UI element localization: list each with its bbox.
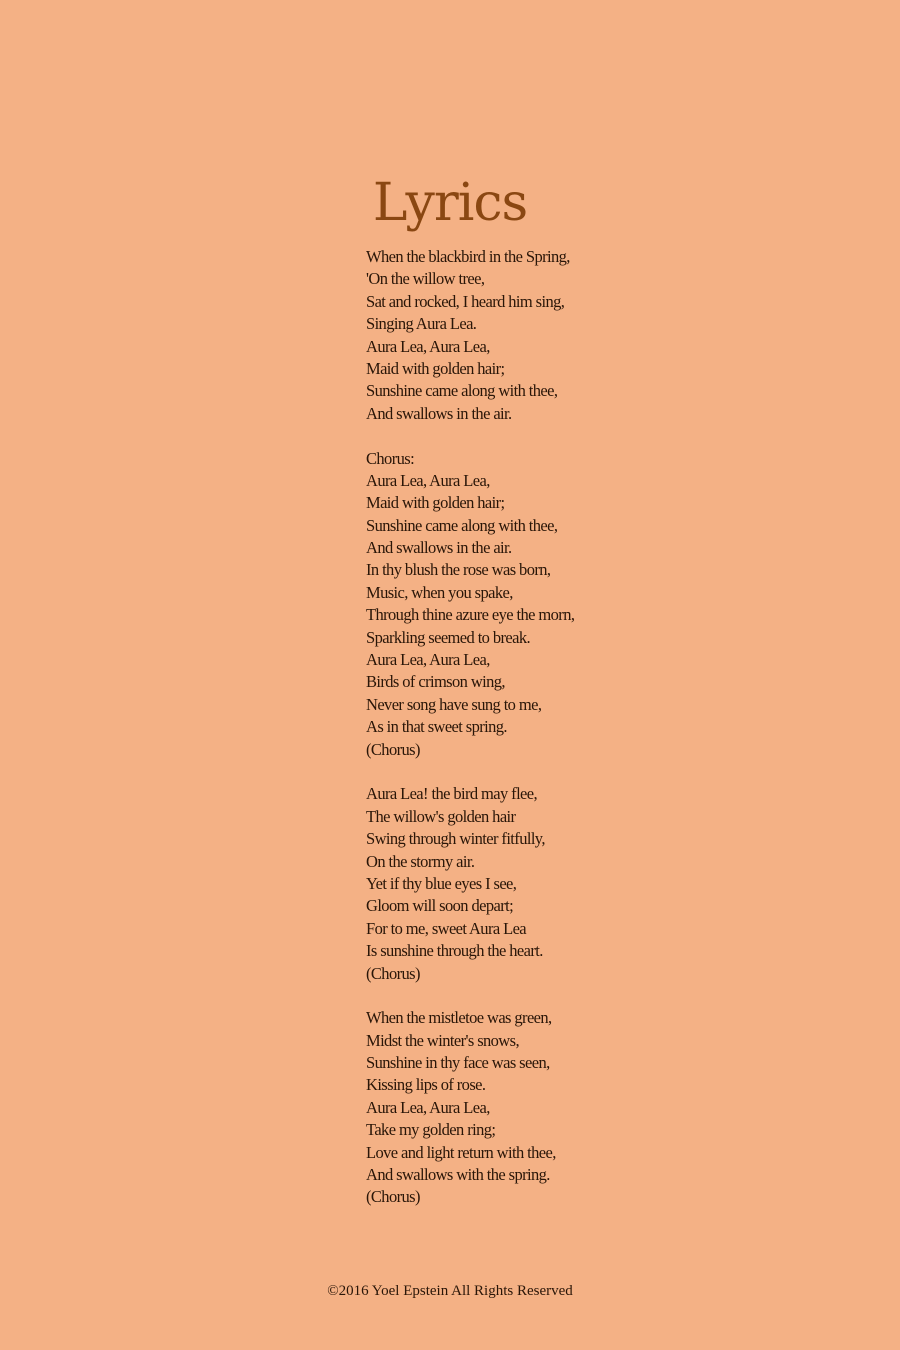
lyric-line: Birds of crimson wing, — [366, 672, 505, 692]
lyric-line: Maid with golden hair; — [366, 493, 505, 513]
lyric-line: Sparkling seemed to break. — [366, 627, 531, 647]
page-title: Lyrics — [372, 173, 528, 233]
lyric-line: Maid with golden hair; — [366, 358, 505, 378]
lyric-line: When the blackbird in the Spring, — [366, 247, 570, 266]
lyric-line: Music, when you spake, — [366, 582, 513, 602]
lyric-line: Sunshine came along with thee, — [366, 515, 558, 535]
lyric-line: Is sunshine through the heart. — [366, 941, 543, 961]
lyric-line: On the stormy air. — [366, 851, 475, 871]
lyric-line: And swallows in the air. — [366, 403, 512, 423]
lyric-line: And swallows with the spring. — [366, 1165, 550, 1185]
lyric-line: Aura Lea, Aura Lea, — [366, 470, 490, 490]
lyric-line: Swing through winter fitfully, — [366, 829, 545, 849]
stanza-break — [366, 761, 786, 783]
lyric-line: The willow's golden hair — [366, 806, 516, 826]
lyric-line: (Chorus) — [366, 963, 420, 983]
lyric-line: When the mistletoe was green, — [366, 1008, 552, 1028]
lyric-line: Chorus: — [366, 448, 415, 468]
lyric-line: Sunshine came along with thee, — [366, 381, 558, 401]
lyric-line: In thy blush the rose was born, — [366, 560, 551, 580]
lyric-line: For to me, sweet Aura Lea — [366, 918, 527, 938]
lyric-line: Never song have sung to me, — [366, 694, 542, 714]
lyric-line: As in that sweet spring. — [366, 717, 507, 737]
lyrics-body — [366, 246, 786, 1209]
lyric-line: Sunshine in thy face was seen, — [366, 1053, 550, 1073]
lyric-line: Through thine azure eye the morn, — [366, 605, 575, 625]
lyric-line: Sat and rocked, I heard him sing, — [366, 291, 565, 311]
lyric-line: Aura Lea, Aura Lea, — [366, 1097, 490, 1117]
lyric-line: 'On the willow tree, — [366, 269, 485, 289]
lyric-line: Midst the winter's snows, — [366, 1030, 519, 1050]
lyric-line: Aura Lea, Aura Lea, — [366, 650, 490, 670]
lyric-line: And swallows in the air. — [366, 538, 512, 558]
stanza-break — [366, 985, 786, 1007]
lyric-line: Singing Aura Lea. — [366, 314, 477, 334]
lyric-line: Aura Lea, Aura Lea, — [366, 336, 490, 356]
lyric-line: Aura Lea! the bird may flee, — [366, 784, 538, 804]
lyric-line: (Chorus) — [366, 739, 420, 759]
lyric-line: Take my golden ring; — [366, 1120, 496, 1140]
stanza-break — [366, 425, 786, 447]
copyright-notice: ©2016 Yoel Epstein All Rights Reserved — [327, 1283, 573, 1299]
lyric-line: Kissing lips of rose. — [366, 1075, 486, 1095]
lyric-line: Gloom will soon depart; — [366, 896, 514, 916]
lyric-line: Yet if thy blue eyes I see, — [366, 873, 517, 893]
lyric-line: (Chorus) — [366, 1187, 420, 1207]
lyric-line: Love and light return with thee, — [366, 1142, 556, 1162]
